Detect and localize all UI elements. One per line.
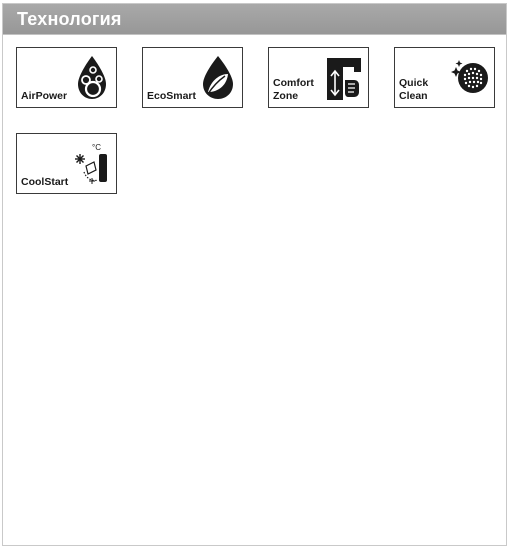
feature-label: CoolStart xyxy=(21,176,69,188)
feature-tile-ecosmart[interactable] xyxy=(142,47,243,108)
feature-tile-airpower[interactable] xyxy=(16,47,117,108)
feature-tile-coolstart[interactable] xyxy=(16,133,117,194)
feature-label: AirPower xyxy=(21,90,68,102)
faucet-hand-icon xyxy=(324,54,364,102)
technology-panel xyxy=(2,3,507,546)
cool-start-icon xyxy=(72,140,112,188)
feature-tile-comfort-zone[interactable] xyxy=(268,47,369,108)
feature-tile-quick-clean[interactable] xyxy=(394,47,495,108)
eco-leaf-icon xyxy=(198,54,238,102)
panel-title: Технология xyxy=(17,8,122,29)
panel-header xyxy=(3,4,506,35)
quick-clean-icon xyxy=(450,54,490,102)
svg-text:°C: °C xyxy=(92,143,101,152)
feature-label: EcoSmart xyxy=(147,90,197,102)
feature-label: Comfort Zone xyxy=(273,77,314,102)
air-power-drop-icon xyxy=(72,54,112,102)
feature-label: Quick Clean xyxy=(399,77,429,102)
